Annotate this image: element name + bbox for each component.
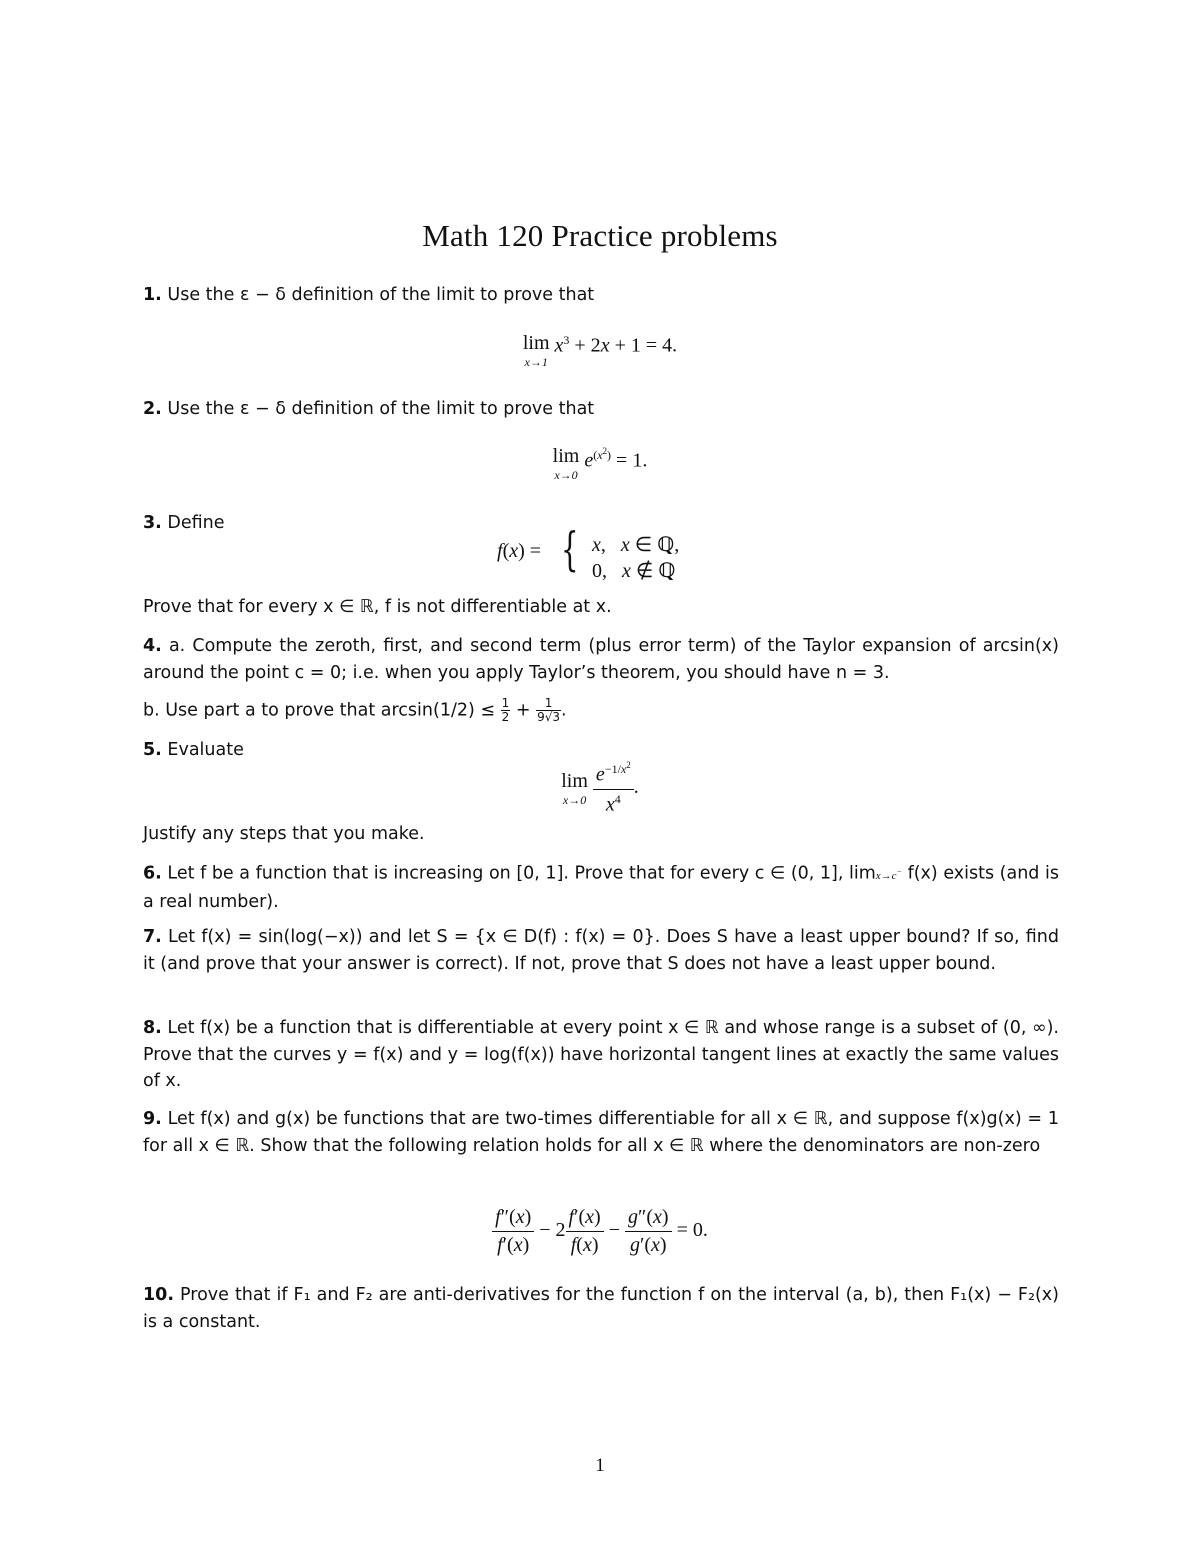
problem-text-tail: f(x) exists (and is a real number). xyxy=(143,863,1059,913)
equation-2: lim x→0 $e^{(x^2)} = 1$. xyxy=(552,445,648,482)
problem-number: 5. xyxy=(143,740,162,760)
problem-text: Prove that if F₁ and F₂ are anti-derivatives for the function f on the interval (a, b), then F₁(x) − F₂(x) is a constant. xyxy=(143,1285,1059,1332)
problem-number: 8. xyxy=(143,1018,162,1038)
problem-4 xyxy=(143,633,1059,686)
equation-1: lim x→1 $x^3 + 2x + 1 = 4$. xyxy=(522,332,678,369)
limit-operator: lim x→0 xyxy=(552,445,580,482)
problem-8 xyxy=(143,1015,1059,1095)
problem-4b-text: b. Use part a to prove that arcsin(1/2) ≤ xyxy=(143,700,496,721)
problem-text: Let f(x) and g(x) be functions that are two-times differentiable for all x ∈ ℝ, and suppose f(x)g(x) = 1 for all x ∈ ℝ. Show that the following relation holds for all x ∈ ℝ where the denominators are non-zero xyxy=(143,1109,1059,1156)
problem-1 xyxy=(143,282,1059,309)
problem-4a-text: a. Compute the zeroth, first, and second term (plus error term) of the Taylor expansion of arcsin(x) around the point c = 0; i.e. when you apply Taylor’s theorem, you should have n = 3. xyxy=(143,636,1059,683)
problem-number: 1. xyxy=(143,285,162,305)
fraction-one-half: $\frac{1}{2}$ xyxy=(501,696,510,724)
problem-3-statement: Prove that for every x ∈ ℝ, f is not differentiable at x. xyxy=(143,597,612,617)
problem-number: 2. xyxy=(143,399,162,419)
problem-number: 9. xyxy=(143,1109,162,1129)
problem-5-note: Justify any steps that you make. xyxy=(143,824,425,844)
problem-number: 3. xyxy=(143,513,162,533)
problem-text: Define xyxy=(167,513,225,533)
fraction: $\frac{e^{-1/x^2}}{x^4}$ xyxy=(593,760,634,816)
page-title: Math 120 Practice problems xyxy=(422,218,778,253)
problem-10 xyxy=(143,1282,1059,1335)
problem-7 xyxy=(143,924,1059,977)
problem-number: 10. xyxy=(143,1285,175,1305)
problem-9 xyxy=(143,1106,1059,1159)
equation-5: lim x→0 $\frac{e^{-1/x^2}}{x^4}$ . xyxy=(561,760,639,816)
limit-operator: lim x→0 xyxy=(561,769,588,807)
problem-text: Let f(x) = sin(log(−x)) and let S = {x ∈ D(f) : f(x) = 0}. Does S have a least upper bound? If so, find it (and prove that your answer is correct). If not, prove that S does not have a least upper bound. xyxy=(143,927,1059,974)
fraction-one-over-nine-root-three: $\frac{1}{9√3}$ xyxy=(537,696,560,724)
problem-text: Use the ε − δ definition of the limit to prove that xyxy=(167,285,595,305)
problem-text: Let f be a function that is increasing on [0, 1]. Prove that for every c ∈ (0, 1], lim xyxy=(167,863,876,884)
problem-2 xyxy=(143,396,1059,423)
problem-6: 6. Let f be a function that is increasing on [0, 1]. Prove that for every c ∈ (0, 1], limx→c− f(x) exists (and is a real number). xyxy=(143,863,1059,913)
equation-9: $\frac{f''(x)}{f'(x)}$ − 2 $\frac{f'(x)}{f(x)}$ − $\frac{g''(x)}{g'(x)}$ = 0. xyxy=(0,1206,1200,1257)
problem-4b: b. Use part a to prove that arcsin(1/2) ≤ $\frac{1}{2}$ + $\frac{1}{9√3}$ . xyxy=(143,696,567,724)
document-page: Math 120 Practice problems 1. Use the ε − δ definition of the limit to prove that lim x→1 $x^3 + 2x + 1 = 4$. 2. Use the ε − δ definition of the limit to prove that lim x→0 $e^{(x^2)} = 1$. 3. Define f(x) = { x, x ∈ ℚ, 0, x ∉ ℚ Prove that for every x ∈ ℝ, f is not differentiable at x. 4. a. Compute the zeroth, first, and second term (plus error term) of the Taylor expansion of arcsin(x) around the point c = 0; i.e. when you apply Taylor’s theorem, you should have n = 3. b. Use part a to prove that arcsin(1/2) ≤ $\frac{1}{2}$ + $\frac{1}{9√3}$ . 5. Evaluate lim x→0 $\frac{e^{-1/x^2}}{x^4}$ . Justify any steps that you make. 6. Let f be a function that is increasing on [0, 1]. Prove that for every c ∈ (0, 1], limx→c− f(x) exists (and is a real number). 7. Let f(x) = sin(log(−x)) and let S = {x ∈ D(f) : f(x) = 0}. Does S have a least upper bound? If so, find it (and prove that your answer is correct). If not, prove that S does not have a least upper bound. 8. Let f(x) be a function that is differentiable at every point x ∈ ℝ and whose range is a subset of (0, ∞). Prove that the curves y = f(x) and y = log(f(x)) have horizontal tangent lines at exactly the same values of x. 9. Let f(x) and g(x) be functions that are two-times differentiable for all x ∈ ℝ, and suppose f(x)g(x) = 1 for all x ∈ ℝ. Show that the following relation holds for all x ∈ ℝ where the denominators are non-zero $\frac{f''(x)}{f'(x)}$ − 2 $\frac{f'(x)}{f(x)}$ − $\frac{g''(x)}{g'(x)}$ = 0. 10. Prove that if F₁ and F₂ are anti-derivatives for the function f on the interval (a, b), then F₁(x) − F₂(x) is a constant. 1 xyxy=(0,0,1200,1553)
problem-text: Let f(x) be a function that is differentiable at every point x ∈ ℝ and whose range is a subset of (0, ∞). Prove that the curves y = f(x) and y = log(f(x)) have horizontal tangent lines at exactly the same values of x. xyxy=(143,1018,1059,1091)
problem-number: 4. xyxy=(143,636,162,656)
problem-text: Use the ε − δ definition of the limit to prove that xyxy=(167,399,595,419)
problem-number: 7. xyxy=(143,927,162,947)
problem-number: 6. xyxy=(143,863,162,884)
limit-operator: lim x→1 xyxy=(522,332,550,369)
page-number: 1 xyxy=(595,1455,605,1476)
problem-text: Evaluate xyxy=(167,740,244,760)
